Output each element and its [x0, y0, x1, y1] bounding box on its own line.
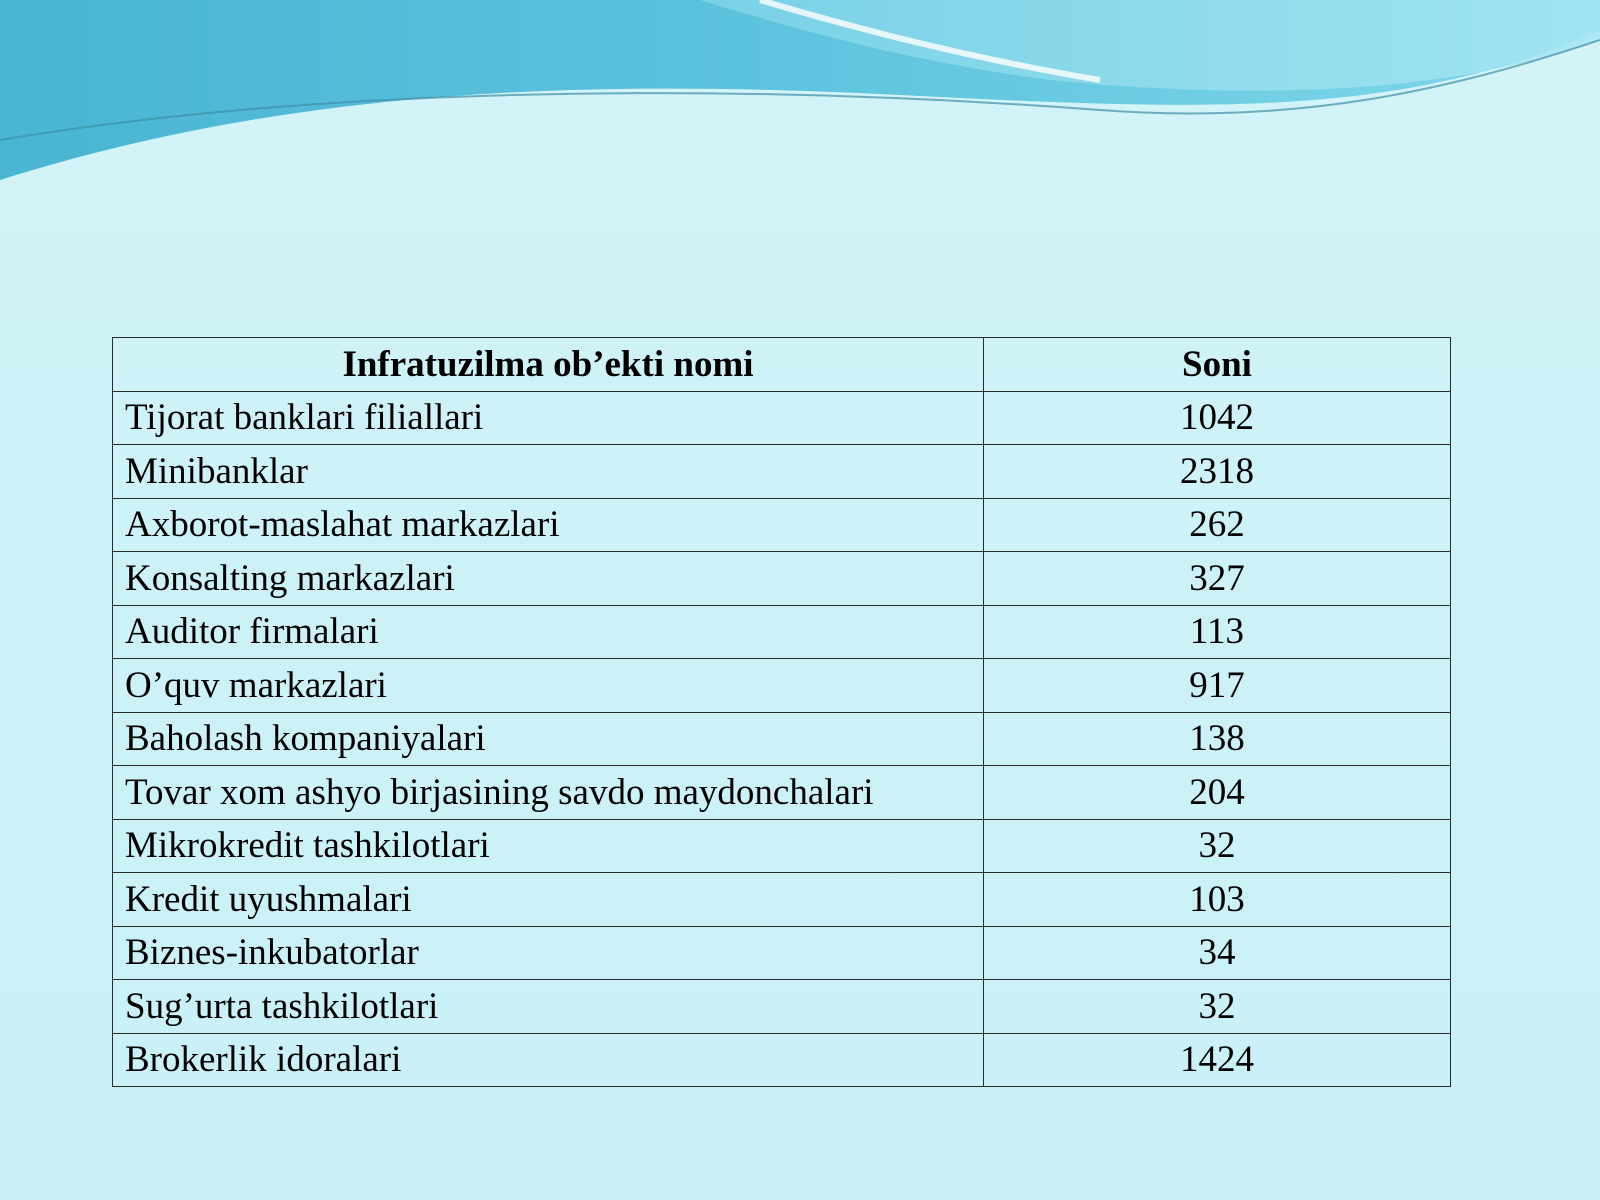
row-name: Mikrokredit tashkilotlari: [113, 819, 984, 873]
table-row: [113, 980, 1451, 1034]
row-count: 32: [984, 980, 1451, 1034]
row-count: 34: [984, 926, 1451, 980]
row-name: Konsalting markazlari: [113, 552, 984, 606]
infrastructure-table-container: [112, 337, 1450, 1087]
row-count: 32: [984, 819, 1451, 873]
row-count: 917: [984, 659, 1451, 713]
row-name: Auditor firmalari: [113, 605, 984, 659]
row-name: O’quv markazlari: [113, 659, 984, 713]
table-row: [113, 1033, 1451, 1087]
table-row: [113, 926, 1451, 980]
table-row: [113, 498, 1451, 552]
table-row: [113, 391, 1451, 445]
infrastructure-table: [112, 337, 1451, 1087]
header-object-name: Infratuzilma ob’ekti nomi: [113, 338, 984, 392]
table-row: [113, 819, 1451, 873]
row-count: 327: [984, 552, 1451, 606]
table-row: [113, 712, 1451, 766]
row-count: 1042: [984, 391, 1451, 445]
row-name: Sug’urta tashkilotlari: [113, 980, 984, 1034]
table-row: [113, 766, 1451, 820]
row-count: 204: [984, 766, 1451, 820]
row-name: Tijorat banklari filiallari: [113, 391, 984, 445]
row-name: Brokerlik idoralari: [113, 1033, 984, 1087]
row-name: Kredit uyushmalari: [113, 873, 984, 927]
row-name: Baholash kompaniyalari: [113, 712, 984, 766]
table-row: [113, 659, 1451, 713]
row-name: Biznes-inkubatorlar: [113, 926, 984, 980]
table-row: [113, 445, 1451, 499]
row-count: 138: [984, 712, 1451, 766]
row-count: 262: [984, 498, 1451, 552]
row-count: 2318: [984, 445, 1451, 499]
table-row: [113, 552, 1451, 606]
table-header-row: [113, 338, 1451, 392]
row-name: Axborot-maslahat markazlari: [113, 498, 984, 552]
header-wave-decoration: [0, 0, 1600, 200]
row-count: 113: [984, 605, 1451, 659]
row-name: Tovar xom ashyo birjasining savdo maydonchalari: [113, 766, 984, 820]
header-count: Soni: [984, 338, 1451, 392]
row-count: 1424: [984, 1033, 1451, 1087]
row-count: 103: [984, 873, 1451, 927]
row-name: Minibanklar: [113, 445, 984, 499]
table-row: [113, 605, 1451, 659]
table-row: [113, 873, 1451, 927]
